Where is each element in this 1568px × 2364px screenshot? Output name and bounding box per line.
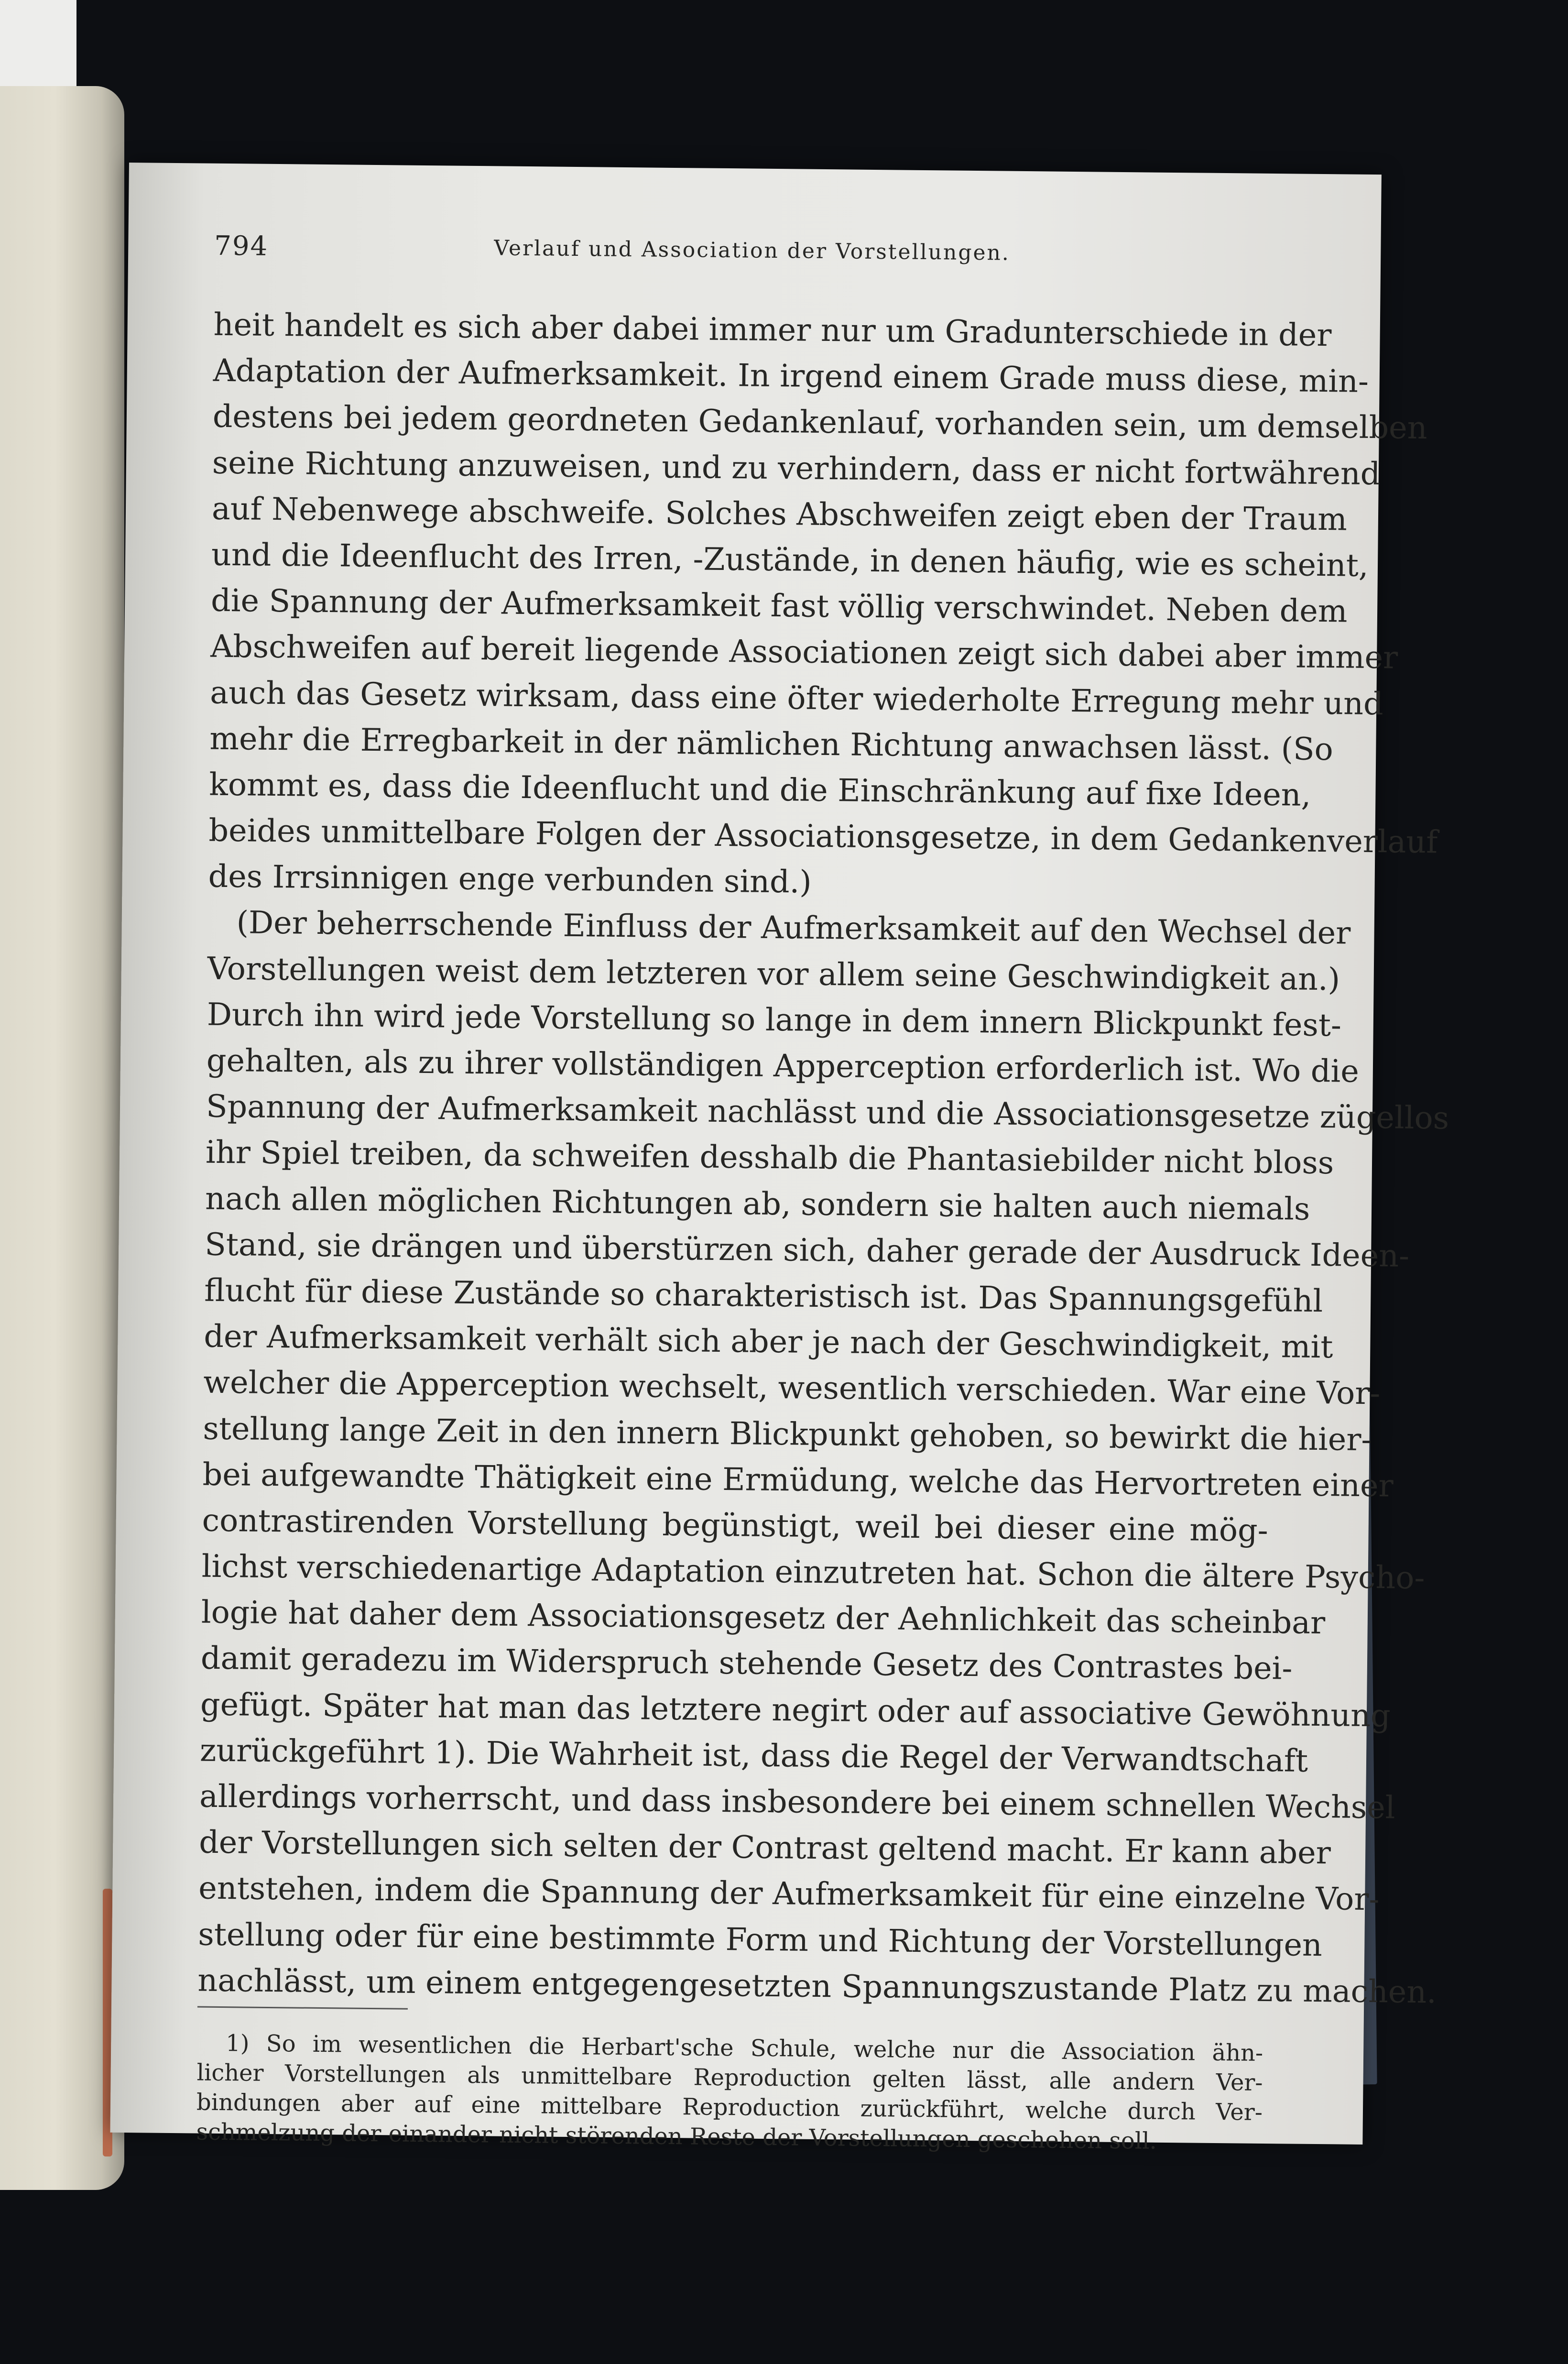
text-line: bei aufgewandte Thätigkeit eine Ermüdung, welche das Hervortreten einer	[202, 1456, 1394, 1504]
text-line: stellung oder für eine bestimmte Form und Richtung der Vorstellungen	[198, 1916, 1323, 1963]
text-line: (Der beherrschende Einfluss der Aufmerksamkeit auf den Wechsel der	[236, 905, 1351, 952]
text-line: contrastirenden Vorstellung begünstigt, weil bei dieser eine mög-	[202, 1502, 1269, 1549]
body-text	[197, 302, 1449, 2014]
text-line: nachlässt, um einem entgegengesetzten Spannungszustande Platz zu machen.	[197, 1962, 1437, 2011]
text-line: Spannung der Aufmerksamkeit nachlässt und die Associationsgesetze zügellos	[206, 1088, 1449, 1137]
corner-tape	[0, 0, 76, 96]
text-line: damit geradezu im Widerspruch stehende Gesetz des Contrastes bei-	[200, 1641, 1293, 1687]
text-line: des Irrsinnigen enge verbunden sind.)	[208, 858, 812, 901]
text-line: auch das Gesetz wirksam, dass eine öfter wiederholte Erregung mehr und	[210, 675, 1384, 722]
text-line: destens bei jedem geordneten Gedankenlauf, vorhanden sein, um demselben	[212, 399, 1427, 447]
text-line: stellung lange Zeit in den innern Blickpunkt gehoben, so bewirkt die hier-	[203, 1411, 1372, 1458]
text-line: ihr Spiel treiben, da schweifen desshalb die Phantasiebilder nicht bloss	[205, 1135, 1334, 1182]
page-content	[196, 230, 1449, 2155]
text-line: seine Richtung anzuweisen, und zu verhindern, dass er nicht fortwährend	[212, 445, 1381, 492]
page-number: 794	[214, 230, 269, 262]
text-line: gehalten, als zu ihrer vollständigen Apperception erforderlich ist. Wo die	[206, 1042, 1360, 1090]
text-line: die Spannung der Aufmerksamkeit fast völlig verschwindet. Neben dem	[210, 582, 1348, 630]
running-title: Verlauf und Association der Vorstellungen.	[494, 236, 1011, 265]
page-header	[214, 230, 1281, 284]
left-page-curl	[0, 86, 124, 2190]
text-line: flucht für diese Zustände so charakteristisch ist. Das Spannungsgefühl	[204, 1272, 1323, 1320]
text-line: und die Ideenflucht des Irren, -Zustände, in denen häufig, wie es scheint,	[211, 536, 1369, 584]
text-line: Durch ihn wird jede Vorstellung so lange in dem innern Blickpunkt fest-	[207, 996, 1342, 1044]
text-line: der Vorstellungen sich selten der Contrast geltend macht. Er kann aber	[198, 1824, 1331, 1872]
text-line: welcher die Apperception wechselt, wesentlich verschieden. War eine Vor-	[203, 1364, 1381, 1412]
footnote-line: licher Vorstellungen als unmittelbare Reproduction gelten lässt, alle andern Ver-	[196, 2059, 1263, 2096]
footnote-line: schmelzung der einander nicht störenden Reste der Vorstellungen geschehen soll.	[196, 2118, 1157, 2155]
footnote-line: bindungen aber auf eine mittelbare Reproduction zurückführt, welche durch Ver-	[196, 2089, 1263, 2126]
text-line: kommt es, dass die Ideenflucht und die Einschränkung auf fixe Ideen,	[209, 766, 1311, 813]
footnote-line: 1) So im wesentlichen die Herbart'sche Schule, welche nur die Association ähn-	[225, 2030, 1263, 2067]
text-line: nach allen möglichen Richtungen ab, sondern sie halten auch niemals	[205, 1181, 1310, 1227]
text-line: Vorstellungen weist dem letzteren vor allem seine Geschwindigkeit an.)	[207, 951, 1340, 998]
text-line: mehr die Erregbarkeit in der nämlichen Richtung anwachsen lässt. (So	[209, 721, 1334, 767]
text-line: Abschweifen auf bereit liegende Associationen zeigt sich dabei aber immer	[210, 628, 1398, 676]
footnotes	[196, 2028, 1263, 2157]
text-line: gefügt. Später hat man das letztere negirt oder auf associative Gewöhnung	[200, 1686, 1391, 1734]
text-line: Stand, sie drängen und überstürzen sich, daher gerade der Ausdruck Ideen-	[204, 1226, 1410, 1274]
text-line: Adaptation der Aufmerksamkeit. In irgend einem Grade muss diese, min-	[213, 352, 1369, 400]
text-line: entstehen, indem die Spannung der Aufmerksamkeit für eine einzelne Vor-	[198, 1870, 1380, 1918]
text-line: auf Nebenwege abschweife. Solches Abschweifen zeigt eben der Traum	[211, 491, 1348, 538]
text-line: logie hat daher dem Associationsgesetz der Aehnlichkeit das scheinbar	[201, 1594, 1326, 1642]
text-line: lichst verschiedenartige Adaptation einzutreten hat. Schon die ältere Psycho-	[201, 1548, 1425, 1597]
book-page	[110, 163, 1449, 2155]
footnote-divider	[197, 2006, 408, 2010]
text-line: zurückgeführt 1). Die Wahrheit ist, dass die Regel der Verwandtschaft	[199, 1732, 1308, 1779]
text-line: beides unmittelbare Folgen der Associationsgesetze, in dem Gedankenverlauf	[208, 812, 1438, 861]
text-line: heit handelt es sich aber dabei immer nur um Gradunterschiede in der	[213, 306, 1332, 354]
text-line: der Aufmerksamkeit verhält sich aber je nach der Geschwindigkeit, mit	[204, 1318, 1333, 1366]
text-line: allerdings vorherrscht, und dass insbesondere bei einem schnellen Wechsel	[199, 1778, 1395, 1826]
